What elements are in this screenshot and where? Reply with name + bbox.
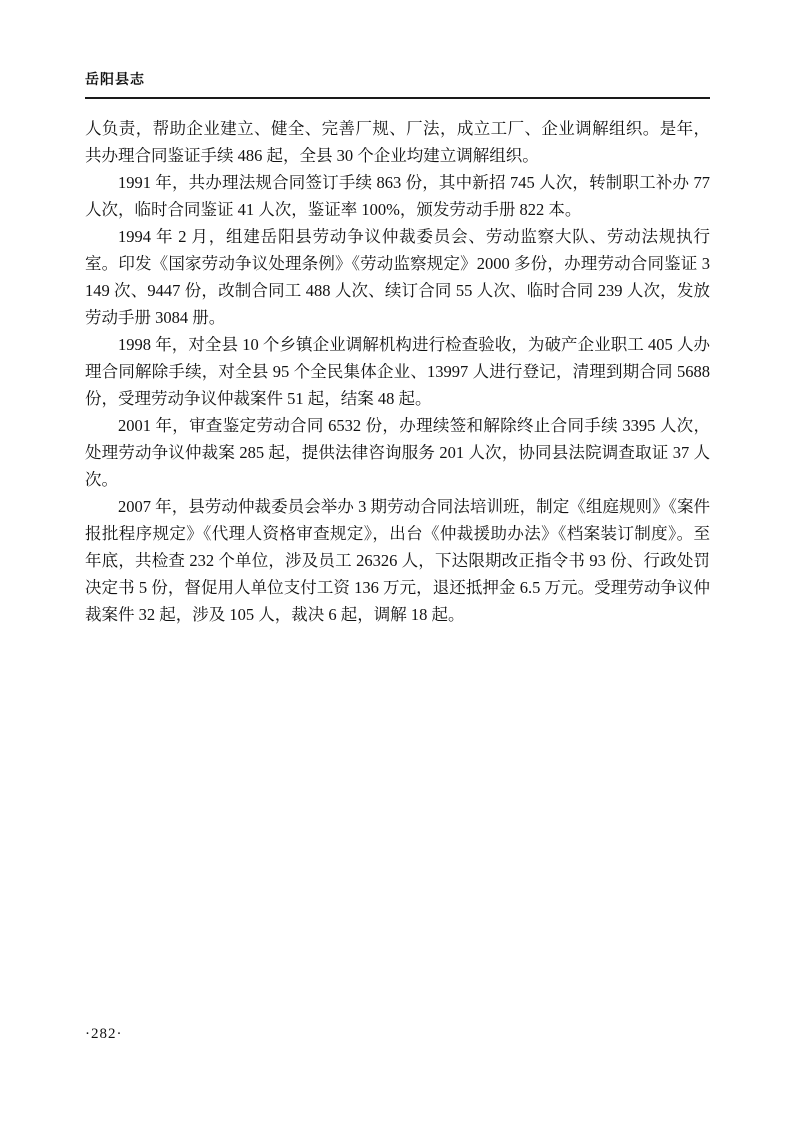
body-paragraph: 2001 年，审查鉴定劳动合同 6532 份，办理续签和解除终止合同手续 3395 人次，处理劳动争议仲裁案 285 起，提供法律咨询服务 201 人次，协同县法院调查取证 37 人次。 <box>85 416 710 489</box>
header-divider <box>85 97 710 99</box>
page-number: ·282· <box>85 1026 123 1042</box>
body-paragraph: 1994 年 2 月，组建岳阳县劳动争议仲裁委员会、劳动监察大队、劳动法规执行室。印发《国家劳动争议处理条例》《劳动监察规定》2000 多份，办理劳动合同鉴证 3149 次、9447 份，改制合同工 488 人次、续订合同 55 人次、临时合同 239 人次，发放劳动手册 3084 册。 <box>85 227 710 327</box>
body-paragraph: 1991 年，共办理法规合同签订手续 863 份，其中新招 745 人次，转制职工补办 77 人次，临时合同鉴证 41 人次，鉴证率 100%，颁发劳动手册 822 本。 <box>85 173 710 219</box>
body-text <box>85 115 710 628</box>
body-paragraph: 1998 年，对全县 10 个乡镇企业调解机构进行检查验收，为破产企业职工 405 人办理合同解除手续，对全县 95 个全民集体企业、13997 人进行登记，清理到期合同 5688 份，受理劳动争议仲裁案件 51 起，结案 48 起。 <box>85 335 710 408</box>
body-paragraph: 2007 年，县劳动仲裁委员会举办 3 期劳动合同法培训班，制定《组庭规则》《案件报批程序规定》《代理人资格审查规定》，出台《仲裁援助办法》《档案装订制度》。至年底，共检查 232 个单位，涉及员工 26326 人，下达限期改正指令书 93 份、行政处罚决定书 5 份，督促用人单位支付工资 136 万元，退还抵押金 6.5 万元。受理劳动争议仲裁案件 32 起，涉及 105 人，裁决 6 起，调解 18 起。 <box>85 497 710 624</box>
page-content <box>85 70 710 628</box>
header-title: 岳阳县志 <box>85 71 145 87</box>
body-paragraph: 人负责，帮助企业建立、健全、完善厂规、厂法，成立工厂、企业调解组织。是年，共办理合同鉴证手续 486 起，全县 30 个企业均建立调解组织。 <box>85 119 710 165</box>
